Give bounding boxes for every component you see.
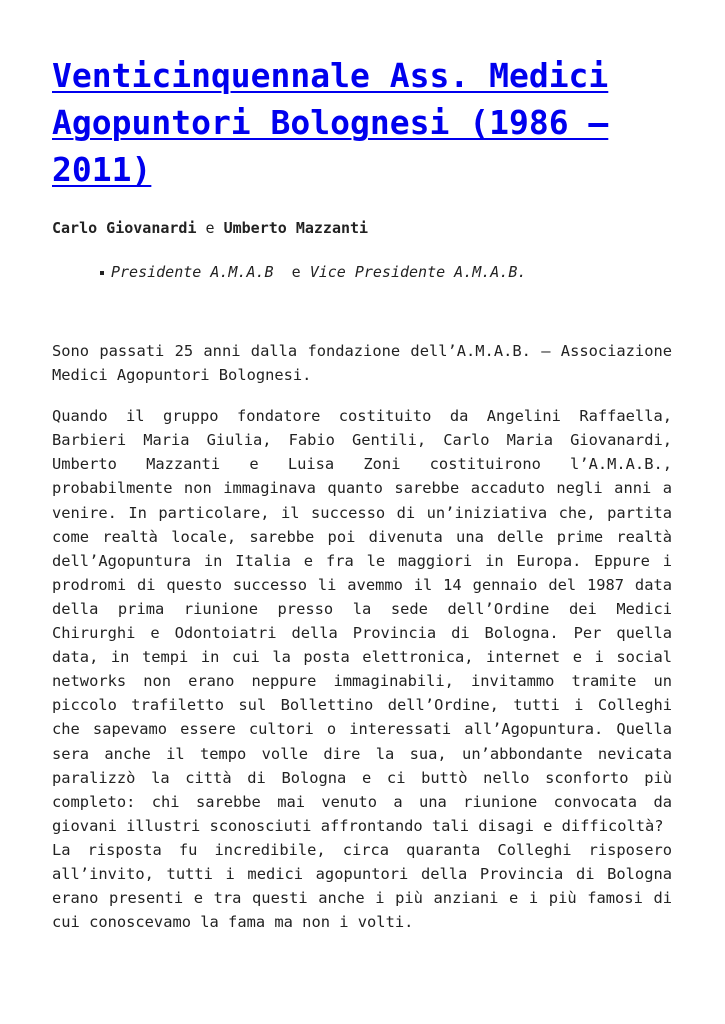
paragraph: Sono passati 25 anni dalla fondazione dell’A.M.A.B. – Associazione Medici Agopuntori Bolognesi. [52, 342, 672, 385]
role-label: Vice Presidente A.M.A.B. [309, 263, 527, 281]
authors-line [52, 218, 672, 238]
article-title-link[interactable]: Venticinquennale Ass. Medici Agopuntori Bolognesi (1986 – 2011) [52, 56, 609, 189]
author-name: Umberto Mazzanti [223, 219, 369, 237]
authors-conjunction: e [196, 219, 224, 237]
paragraph: La risposta fu incredibile, circa quaranta Colleghi risposero all’invito, tutti i medici agopuntori della Provincia di Bologna erano presenti e tra questi anche i più anziani e i più famosi di cui conoscevamo la fama ma non i volti. [52, 840, 672, 932]
paragraph: Quando il gruppo fondatore costituito da Angelini Raffaella, Barbieri Maria Giulia, Fabio Gentili, Carlo Maria Giovanardi, Umberto Mazzanti e Luisa Zoni costituirono l’A.M.A.B., probabilmente non immaginava quanto sarebbe accaduto negli anni a venire. In particolare, il successo di un’iniziativa che, partita come realtà locale, sarebbe poi divenuta una delle prime realtà dell’Agopuntura in Italia e fra le maggiori in Europa. Eppure i prodromi di questo successo li avemmo il 14 gennaio del 1987 data della prima riunione presso la sede dell’Ordine dei Medici Chirurghi e Odontoiatri della Provincia di Bologna. Per quella data, in tempi in cui la posta elettronica, internet e i social networks non erano neppure immaginabili, invitammo tramite un piccolo trafiletto sul Bollettino dell’Ordine, tutti i Colleghi che sapevamo essere cultori o interessati all’Agopuntura. Quella sera anche il tempo volle dire la sua, un’abbondante nevicata paralizzò la città di Bologna e ci buttò nello sconforto più completo: chi sarebbe mai venuto a una riunione convocata da giovani illustri sconosciuti affrontando tali disagi e difficoltà? [52, 407, 672, 835]
role-label: Presidente A.M.A.B [111, 263, 274, 281]
list-item [100, 262, 672, 282]
author-name: Carlo Giovanardi [52, 219, 197, 237]
roles-conjunction: e [273, 263, 310, 281]
roles-list [52, 262, 672, 282]
article [52, 52, 672, 934]
